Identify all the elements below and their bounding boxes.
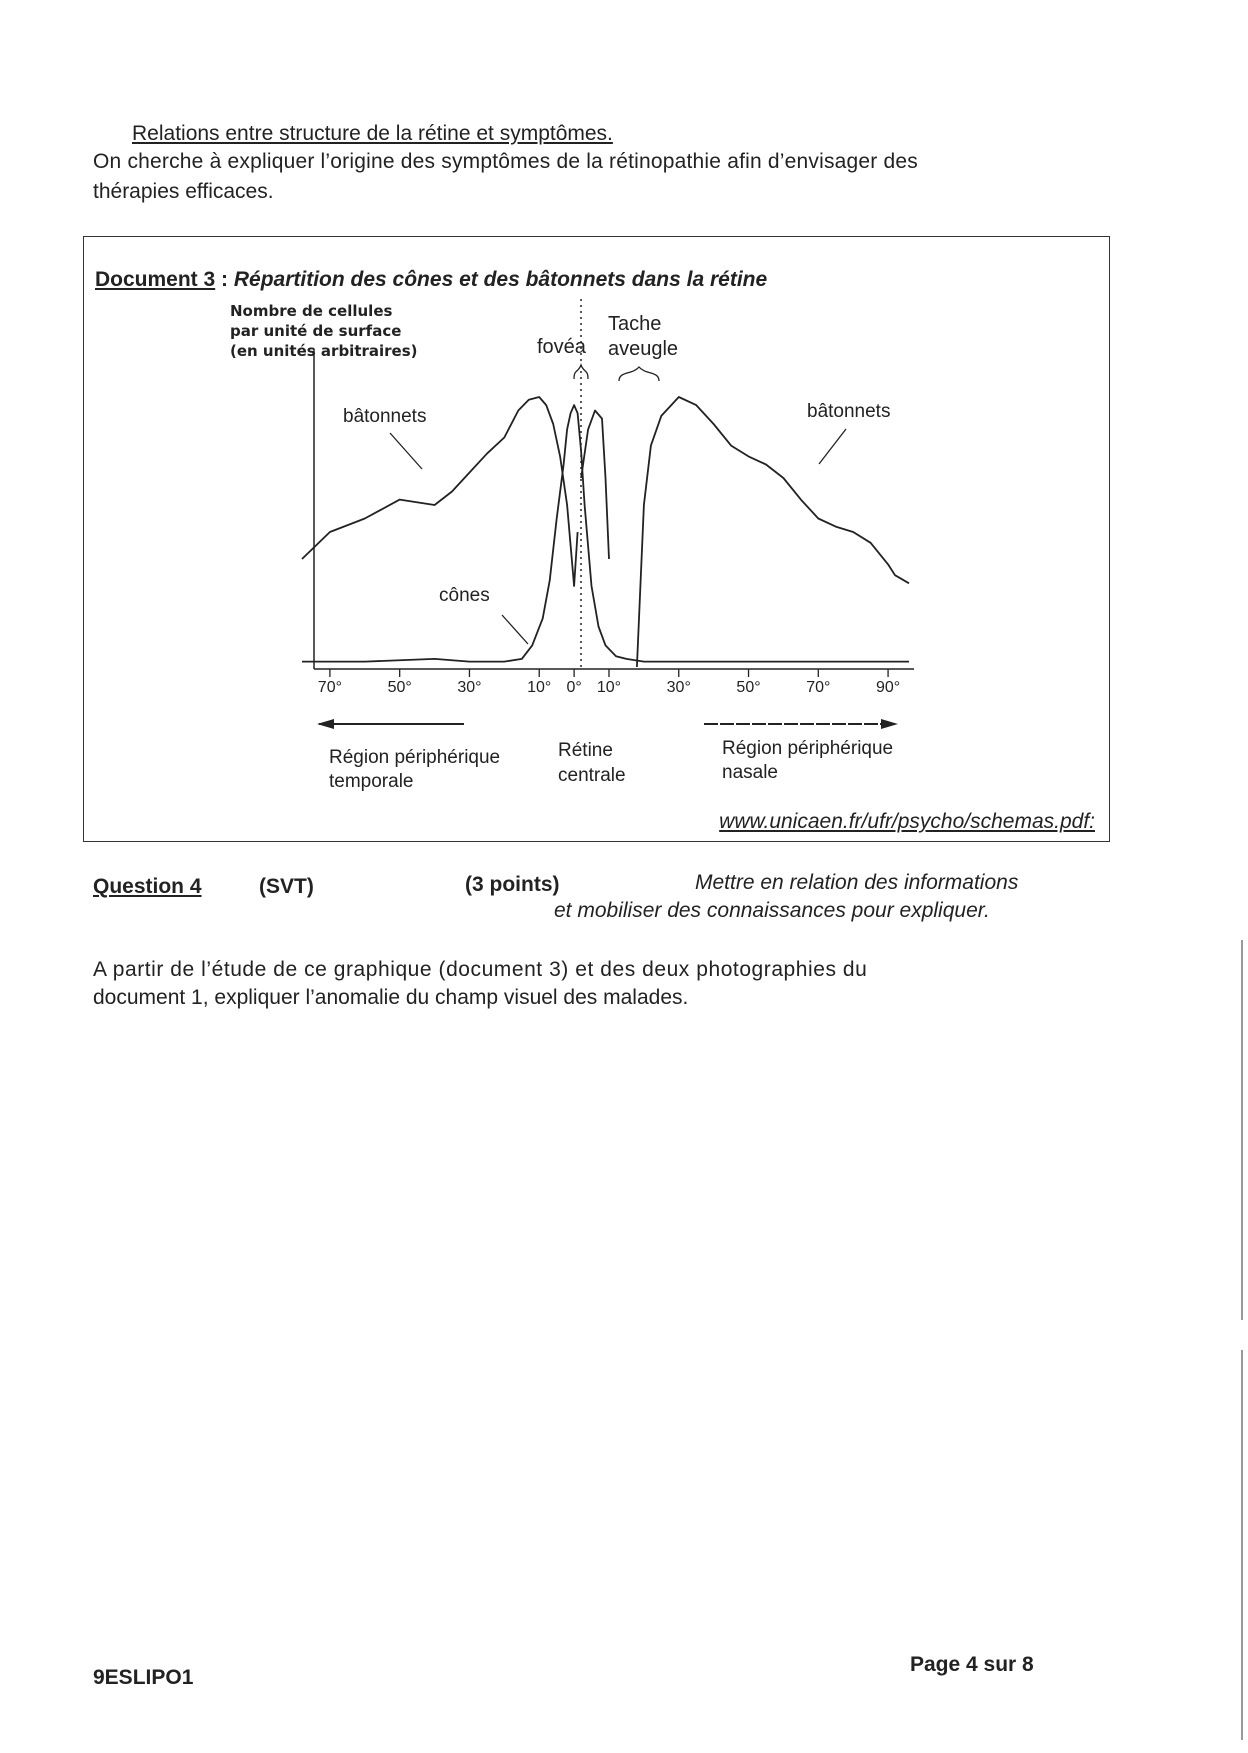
section-heading: Relations entre structure de la rétine et symptômes. bbox=[132, 122, 613, 145]
region-center-line-1: Rétine bbox=[558, 740, 613, 761]
source-url: www.unicaen.fr/ufr/psycho/schemas.pdf: bbox=[719, 810, 1095, 833]
document-3-frame bbox=[83, 236, 1110, 842]
x-tick-label: 30° bbox=[666, 679, 691, 696]
ylabel-line-2: par unité de surface bbox=[230, 322, 402, 340]
document-3-label: Document 3 bbox=[95, 268, 216, 291]
document-3-title: Répartition des cônes et des bâtonnets dans la rétine bbox=[233, 268, 768, 291]
pointer-batonnets-left bbox=[390, 433, 422, 469]
region-center-line-2: centrale bbox=[558, 765, 626, 786]
question-subject: (SVT) bbox=[259, 875, 314, 898]
annotation-fovea: fovéa bbox=[537, 336, 586, 358]
label-cones: cônes bbox=[439, 585, 490, 606]
x-tick-label: 70° bbox=[806, 679, 831, 696]
document-code: 9ESLIPO1 bbox=[93, 1666, 194, 1689]
series-line-batonnets-1 bbox=[581, 411, 609, 560]
pointer-batonnets-right bbox=[819, 429, 846, 464]
region-left-line-1: Région périphérique bbox=[329, 747, 501, 768]
series-line-cones bbox=[302, 405, 909, 661]
x-tick-label: 50° bbox=[387, 679, 412, 696]
x-tick-label: 70° bbox=[317, 679, 343, 696]
annotation-tache: Tache bbox=[608, 313, 662, 335]
scan-margin-line bbox=[1241, 940, 1243, 1320]
retina-distribution-chart bbox=[84, 237, 1109, 841]
annotation-aveugle: aveugle bbox=[608, 338, 679, 360]
x-tick-label: 10° bbox=[527, 679, 552, 696]
arrow-temporal-head bbox=[317, 719, 334, 729]
question-points: (3 points) bbox=[465, 873, 560, 896]
scan-margin-line bbox=[1241, 1350, 1243, 1740]
region-right-line-1: Région périphérique bbox=[722, 738, 894, 759]
intro-line-1: On cherche à expliquer l’origine des symptômes de la rétinopathie afin d’envisager des bbox=[93, 150, 918, 173]
question-body-line-1: A partir de l’étude de ce graphique (document 3) et des deux photographies du bbox=[93, 958, 868, 981]
arrow-nasal-head bbox=[881, 719, 898, 729]
ylabel-line-1: Nombre de cellules bbox=[230, 302, 393, 320]
question-skill-line-2: et mobiliser des connaissances pour expliquer. bbox=[554, 899, 990, 922]
question-skill-line-1: Mettre en relation des informations bbox=[695, 871, 1019, 894]
question-body-line-2: document 1, expliquer l’anomalie du champ visuel des malades. bbox=[93, 986, 689, 1009]
series-line-batonnets-2 bbox=[637, 397, 909, 667]
intro-line-2: thérapies efficaces. bbox=[93, 180, 274, 203]
x-tick-label: 30° bbox=[457, 679, 482, 696]
x-tick-label: 10° bbox=[596, 679, 622, 696]
x-tick-label: 50° bbox=[736, 679, 761, 696]
question-label: Question 4 bbox=[93, 875, 202, 898]
x-tick-label: 0° bbox=[566, 679, 582, 696]
x-tick-label: 90° bbox=[875, 679, 901, 696]
region-right-line-2: nasale bbox=[722, 762, 778, 783]
blind-spot-brace bbox=[619, 367, 659, 381]
region-left-line-2: temporale bbox=[329, 771, 414, 792]
label-batonnets-left: bâtonnets bbox=[343, 406, 427, 427]
ylabel-line-3: (en unités arbitraires) bbox=[230, 342, 418, 360]
document-3-separator: : bbox=[215, 268, 234, 291]
pointer-cones bbox=[502, 615, 528, 644]
page-number: Page 4 sur 8 bbox=[910, 1653, 1034, 1676]
label-batonnets-right: bâtonnets bbox=[807, 401, 891, 422]
